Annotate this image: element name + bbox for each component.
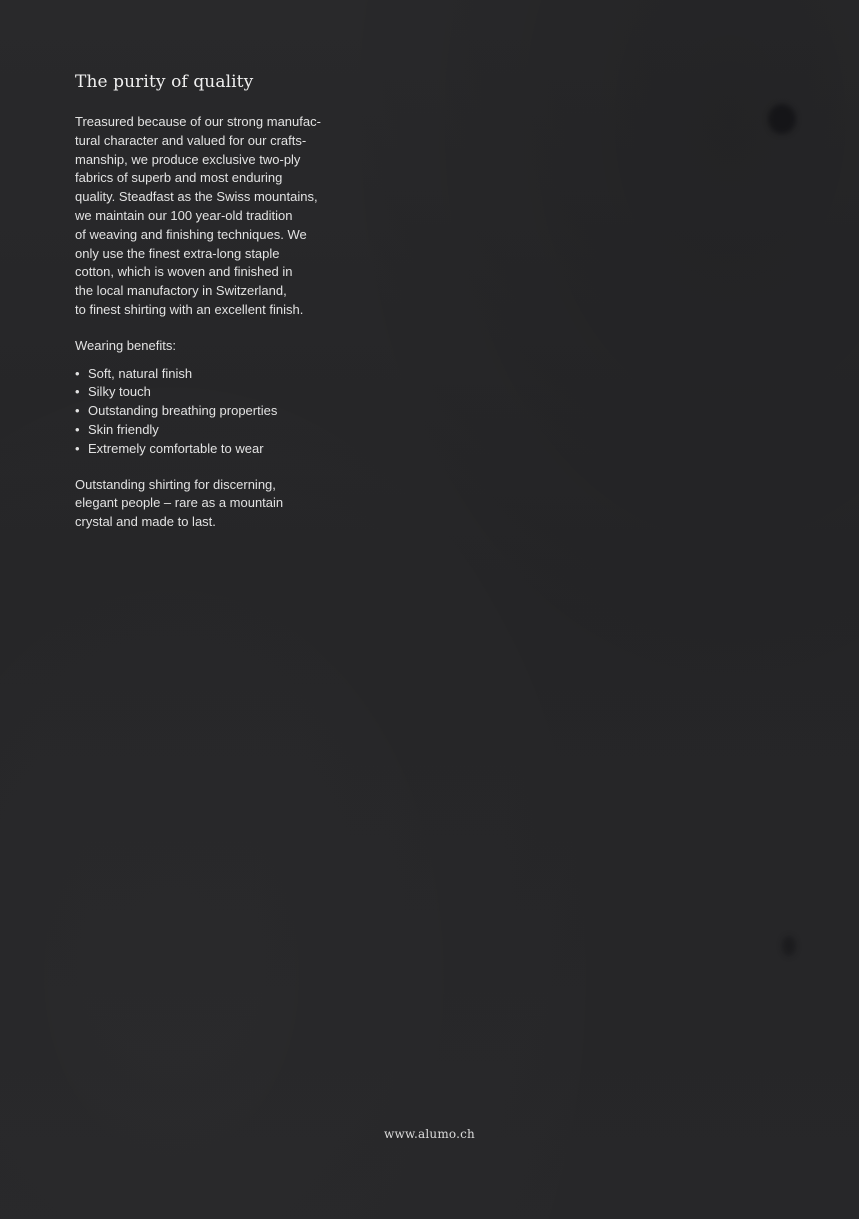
bullet-icon: • — [75, 421, 80, 437]
footer-url: www.alumo.ch — [384, 1127, 475, 1141]
list-item — [75, 365, 335, 384]
list-item — [75, 383, 335, 402]
paragraph-line: quality. Steadfast as the Swiss mountains, — [75, 189, 318, 205]
bullet-icon: • — [75, 403, 80, 419]
benefit-label: Silky touch — [88, 384, 151, 400]
paragraph-line: cotton, which is woven and finished in — [75, 264, 293, 280]
paragraph-line: manship, we produce exclusive two-ply — [75, 151, 301, 167]
list-item — [75, 440, 335, 459]
bullet-icon: • — [75, 440, 80, 456]
paragraph-line: fabrics of superb and most enduring — [75, 170, 283, 186]
paragraph-line: the local manufactory in Switzerland, — [75, 283, 287, 299]
closing-paragraph — [75, 476, 335, 532]
paragraph-line: of weaving and finishing techniques. We — [75, 226, 307, 242]
text-column — [75, 72, 335, 549]
benefit-label: Skin friendly — [88, 421, 159, 437]
list-item — [75, 402, 335, 421]
benefit-label: Soft, natural finish — [88, 365, 193, 381]
benefits-list — [75, 365, 335, 459]
paragraph-line: elegant people – rare as a mountain — [75, 495, 284, 511]
bullet-icon: • — [75, 384, 80, 400]
paragraph-line: Outstanding shirting for discerning, — [75, 476, 276, 492]
paragraph-line: only use the finest extra-long staple — [75, 245, 280, 261]
paper-smudge — [768, 104, 796, 134]
benefit-label: Outstanding breathing properties — [88, 403, 278, 419]
list-item — [75, 421, 335, 440]
benefits-heading: Wearing benefits: — [75, 337, 176, 353]
benefit-label: Extremely comfortable to wear — [88, 440, 264, 456]
paragraph-line: crystal and made to last. — [75, 514, 216, 530]
paragraph-line: we maintain our 100 year-old tradition — [75, 207, 293, 223]
paragraph-line: Treasured because of our strong manufac- — [75, 114, 321, 129]
page-title: The purity of quality — [75, 72, 254, 92]
paragraph-line: to finest shirting with an excellent finish. — [75, 301, 304, 317]
paper-smudge — [782, 936, 796, 956]
paragraph-line: tural character and valued for our crafts- — [75, 132, 307, 148]
intro-paragraph — [75, 113, 335, 320]
bullet-icon: • — [75, 365, 80, 381]
body-text — [75, 113, 335, 532]
